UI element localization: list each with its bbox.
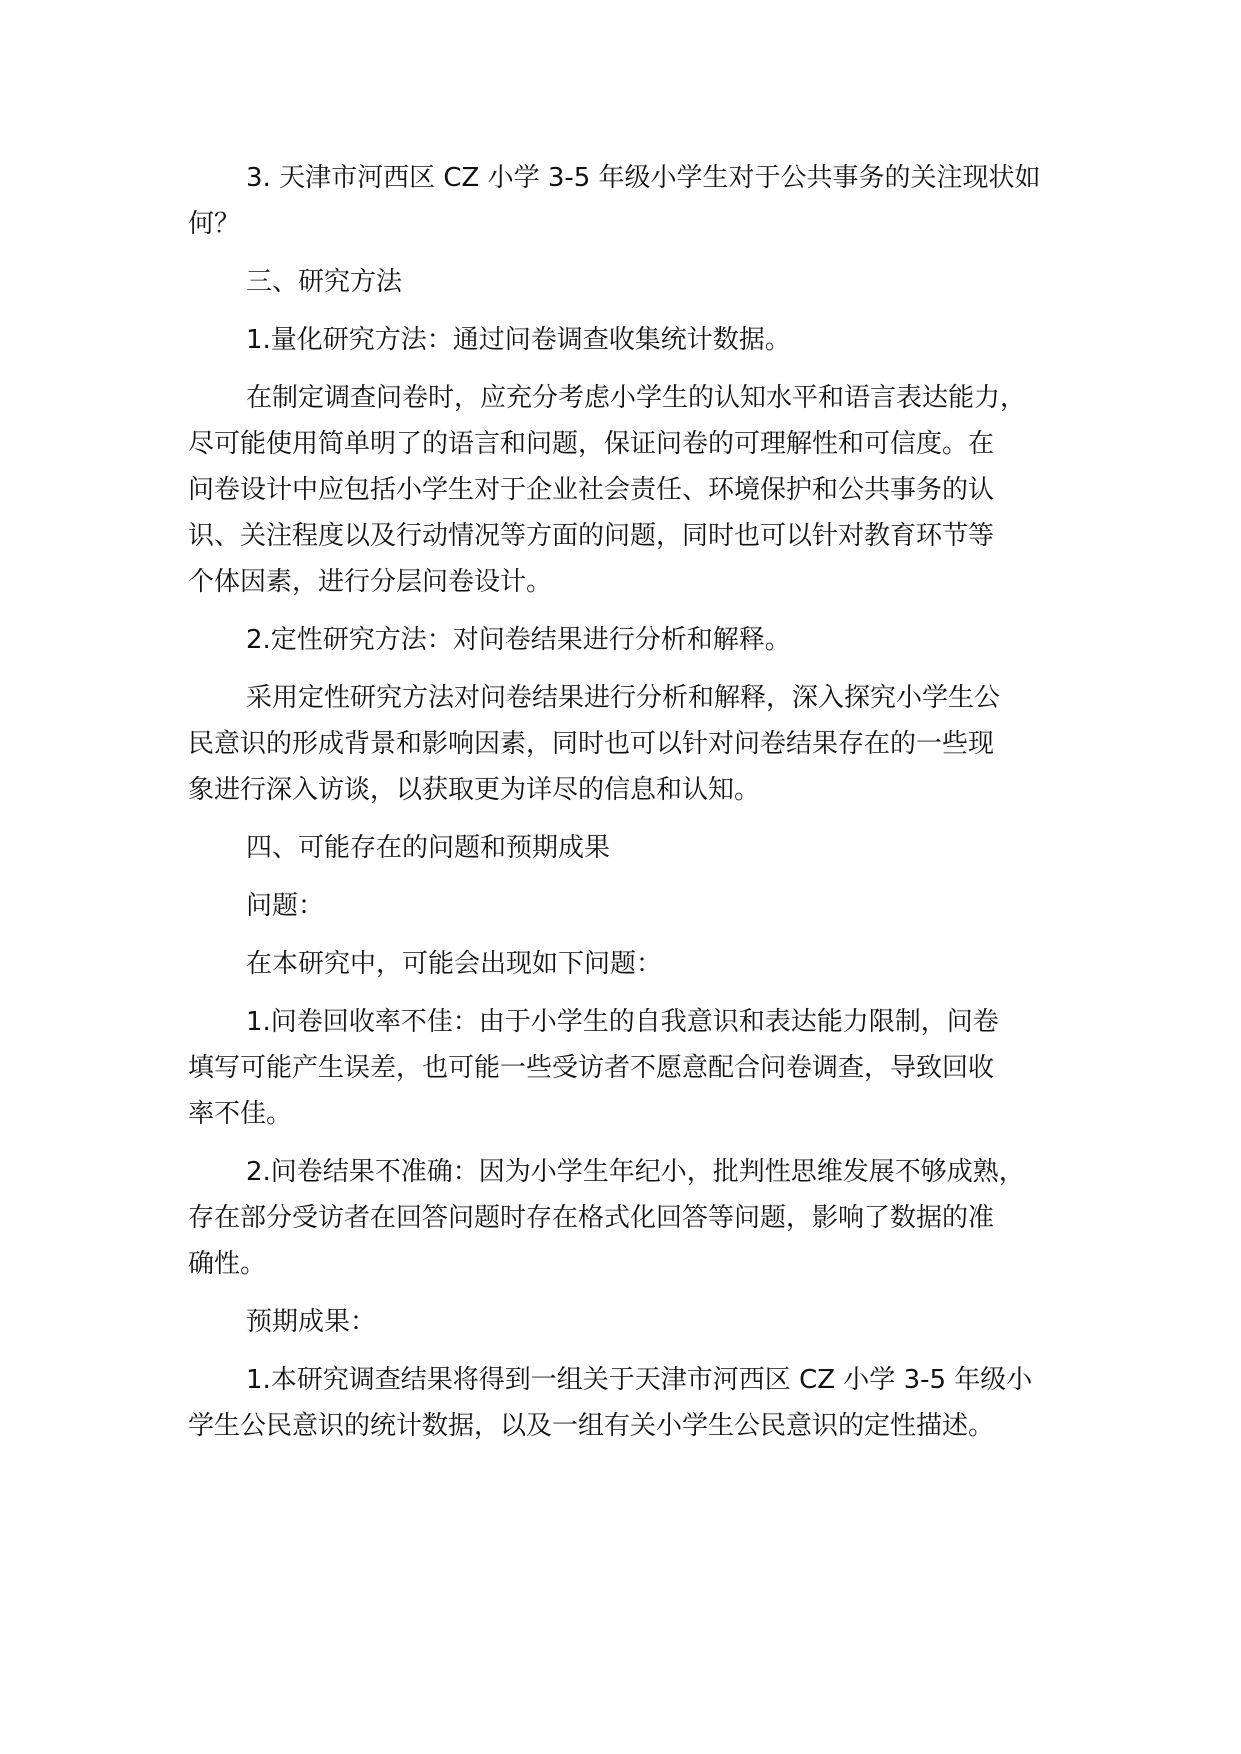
text-line: 1.问卷回收率不佳：由于小学生的自我意识和表达能力限制，问卷 bbox=[246, 1007, 999, 1037]
text-line: 2.问卷结果不准确：因为小学生年纪小，批判性思维发展不够成熟， bbox=[246, 1157, 1025, 1187]
text-line: 学生公民意识的统计数据，以及一组有关小学生公民意识的定性描述。 bbox=[188, 1411, 995, 1441]
text-line: 个体因素，进行分层问卷设计。 bbox=[188, 567, 553, 597]
text-line: 民意识的形成背景和影响因素，同时也可以针对问卷结果存在的一些现 bbox=[188, 729, 995, 759]
paragraph-outcome-1 bbox=[188, 1357, 1088, 1449]
text-line: 在本研究中，可能会出现如下问题： bbox=[246, 949, 663, 979]
document-body bbox=[188, 155, 1088, 1461]
text-line: 在制定调查问卷时，应充分考虑小学生的认知水平和语言表达能力， bbox=[246, 383, 1027, 413]
text-line: 识、关注程度以及行动情况等方面的问题，同时也可以针对教育环节等 bbox=[188, 521, 995, 551]
subheading-expected-outcomes bbox=[188, 1299, 1088, 1345]
text-line: 3. 天津市河西区 CZ 小学 3-5 年级小学生对于公共事务的关注现状如 bbox=[246, 163, 1041, 193]
text-line: 何？ bbox=[188, 209, 241, 239]
text-line: 确性。 bbox=[188, 1249, 267, 1279]
paragraph-question-3 bbox=[188, 155, 1088, 247]
paragraph-problem-1 bbox=[188, 999, 1088, 1137]
paragraph-problem-2 bbox=[188, 1149, 1088, 1287]
text-line: 预期成果： bbox=[246, 1307, 377, 1337]
text-line: 采用定性研究方法对问卷结果进行分析和解释，深入探究小学生公 bbox=[246, 683, 1001, 713]
paragraph-qualitative-analysis bbox=[188, 675, 1088, 813]
paragraph-qualitative-method bbox=[188, 617, 1088, 663]
text-line: 尽可能使用简单明了的语言和问题，保证问卷的可理解性和可信度。在 bbox=[188, 429, 995, 459]
text-line: 1.量化研究方法：通过问卷调查收集统计数据。 bbox=[246, 325, 791, 355]
subheading-problems bbox=[188, 883, 1088, 929]
text-line: 三、研究方法 bbox=[246, 267, 403, 297]
text-line: 四、可能存在的问题和预期成果 bbox=[246, 833, 611, 863]
text-line: 问题： bbox=[246, 891, 325, 921]
text-line: 存在部分受访者在回答问题时存在格式化回答等问题，影响了数据的准 bbox=[188, 1203, 995, 1233]
section-heading-research-methods bbox=[188, 259, 1088, 305]
text-line: 1.本研究调查结果将得到一组关于天津市河西区 CZ 小学 3-5 年级小 bbox=[246, 1365, 1033, 1395]
text-line: 问卷设计中应包括小学生对于企业社会责任、环境保护和公共事务的认 bbox=[188, 475, 995, 505]
text-line: 象进行深入访谈，以获取更为详尽的信息和认知。 bbox=[188, 775, 761, 805]
paragraph-quantitative-method bbox=[188, 317, 1088, 363]
text-line: 率不佳。 bbox=[188, 1099, 293, 1129]
paragraph-questionnaire-design bbox=[188, 375, 1088, 605]
section-heading-problems-outcomes bbox=[188, 825, 1088, 871]
text-line: 填写可能产生误差，也可能一些受访者不愿意配合问卷调查，导致回收 bbox=[188, 1053, 995, 1083]
paragraph-problems-intro bbox=[188, 941, 1088, 987]
text-line: 2.定性研究方法：对问卷结果进行分析和解释。 bbox=[246, 625, 791, 655]
